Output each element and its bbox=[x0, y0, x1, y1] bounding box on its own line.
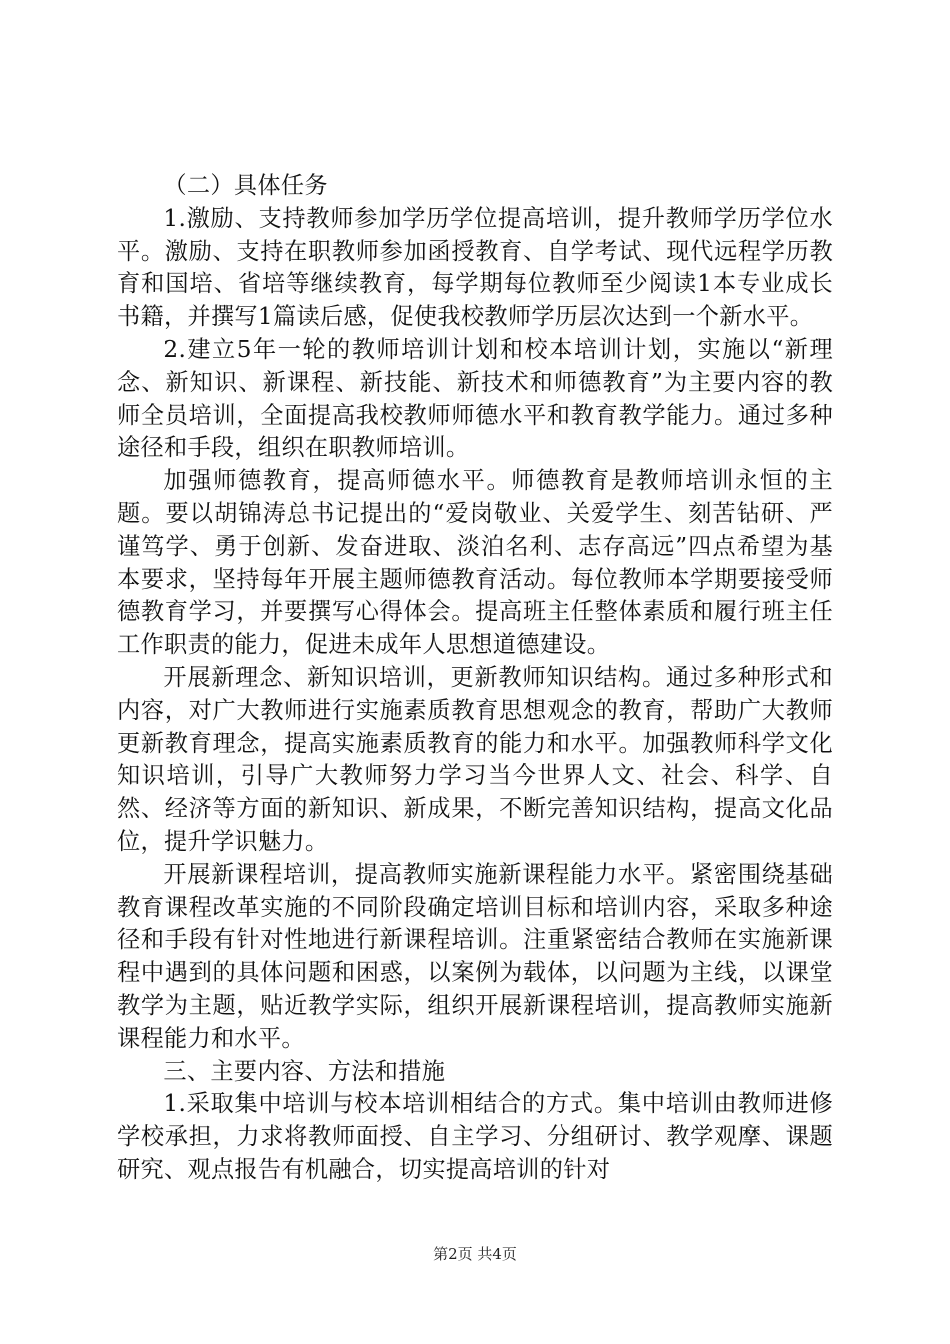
paragraph-new-knowledge-training: 开展新理念、新知识培训，更新教师知识结构。通过多种形式和内容，对广大教师进行实施素质教育思想观念的教育，帮助广大教师更新教育理念，提高实施素质教育的能力和水平。加强教师科学文化知识培训，引导广大教师努力学习当今世界人文、社会、科学、自然、经济等方面的新知识、新成果，不断完善知识结构，提高文化品位，提升学识魅力。 bbox=[117, 663, 833, 855]
paragraph-ethics-education: 加强师德教育，提高师德水平。师德教育是教师培训永恒的主题。要以胡锦涛总书记提出的“爱岗敬业、关爱学生、刻苦钻研、严谨笃学、勇于创新、发奋进取、淡泊名利、志存高远”四点希望为基本要求，坚持每年开展主题师德教育活动。每位教师本学期要接受师德教育学习，并要撰写心得体会。提高班主任整体素质和履行班主任工作职责的能力，促进未成年人思想道德建设。 bbox=[117, 467, 833, 659]
paragraph-method-1: 1.采取集中培训与校本培训相结合的方式。集中培训由教师进修学校承担，力求将教师面授、自主学习、分组研讨、教学观摩、课题研究、观点报告有机融合，切实提高培训的针对 bbox=[117, 1090, 833, 1183]
section-heading-specific-tasks: （二）具体任务 bbox=[163, 172, 328, 199]
paragraph-task-2: 2.建立5年一轮的教师培训计划和校本培训计划，实施以“新理念、新知识、新课程、新技能、新技术和师德教育”为主要内容的教师全员培训，全面提高我校教师师德水平和教育教学能力。通过多种途径和手段，组织在职教师培训。 bbox=[117, 335, 833, 462]
paragraph-new-curriculum-training: 开展新课程培训，提高教师实施新课程能力水平。紧密围绕基础教育课程改革实施的不同阶段确定培训目标和培训内容，采取多种途径和手段有针对性地进行新课程培训。注重紧密结合教师在实施新课程中遇到的具体问题和困惑，以案例为载体，以问题为主线，以课堂教学为主题，贴近教学实际，组织开展新课程培训，提高教师实施新课程能力和水平。 bbox=[117, 860, 833, 1052]
paragraph-task-1: 1.激励、支持教师参加学历学位提高培训，提升教师学历学位水平。激励、支持在职教师参加函授教育、自学考试、现代远程学历教育和国培、省培等继续教育，每学期每位教师至少阅读1本专业成长书籍，并撰写1篇读后感，促使我校教师学历层次达到一个新水平。 bbox=[117, 204, 833, 331]
section-heading-content-methods: 三、主要内容、方法和措施 bbox=[163, 1057, 446, 1085]
document-body bbox=[117, 170, 833, 1187]
page-number-footer: 第2页 共4页 bbox=[433, 1245, 517, 1263]
